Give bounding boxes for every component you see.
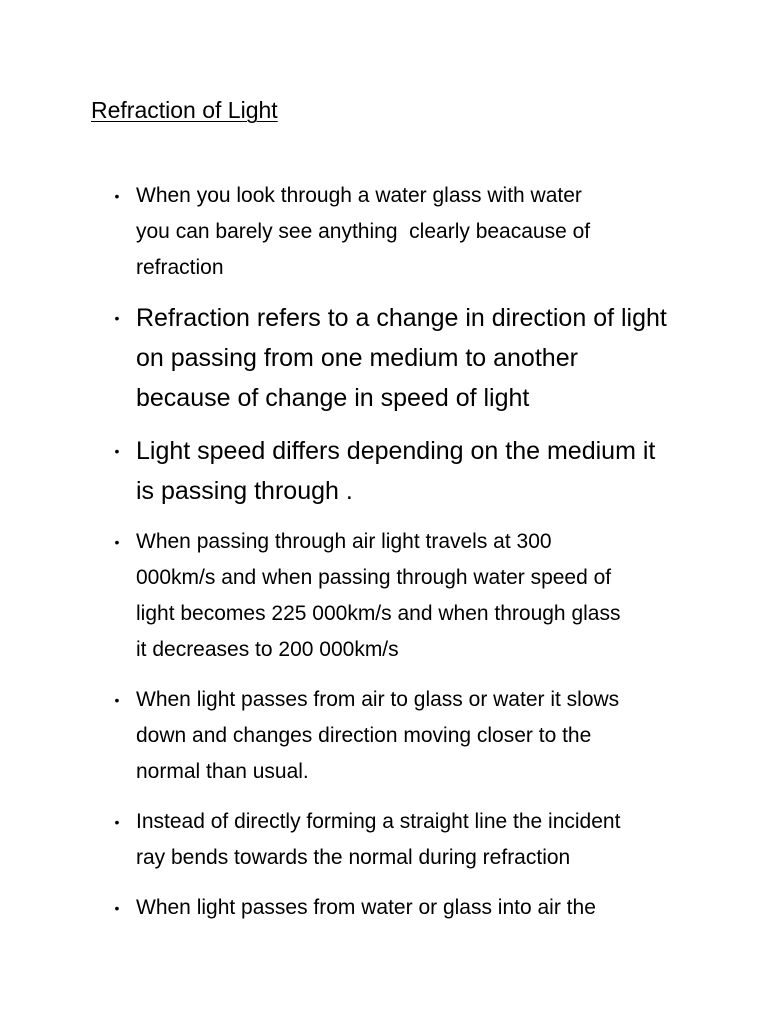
bullet-icon: • [114, 814, 120, 830]
text-line: is passing through . [136, 477, 353, 505]
list-item-text [136, 431, 690, 511]
text-line: down and changes direction moving closer to the [136, 724, 592, 747]
text-line: you can barely see anything clearly beacause of [136, 220, 591, 243]
list-item-text [136, 178, 690, 286]
text-line: because of change in speed of light [136, 384, 530, 412]
text-line: ray bends towards the normal during refraction [136, 846, 571, 869]
text-line: When you look through a water glass with water [136, 184, 582, 207]
bullet-icon: • [114, 692, 120, 708]
text-line: When light passes from air to glass or water it slows [136, 688, 620, 711]
list-item-text [136, 682, 690, 790]
text-line: Refraction refers to a change in direction of light [136, 304, 667, 332]
list-item-text [136, 524, 690, 668]
list-item-text [136, 298, 690, 418]
text-line: When light passes from water or glass into air the [136, 896, 596, 919]
text-line: When passing through air light travels at 300 [136, 530, 552, 553]
text-line: refraction [136, 256, 224, 279]
page-title: Refraction of Light [91, 97, 278, 123]
list-item-text [136, 804, 690, 876]
text-line: light becomes 225 000km/s and when through glass [136, 602, 621, 625]
bullet-icon: • [114, 310, 120, 326]
text-line: on passing from one medium to another [136, 344, 578, 372]
text-line: it decreases to 200 000km/s [136, 638, 399, 661]
bullet-icon: • [114, 534, 120, 550]
bullet-icon: • [114, 900, 120, 916]
text-line: normal than usual. [136, 760, 309, 783]
text-line: Light speed differs depending on the medium it [136, 437, 656, 465]
text-line: 000km/s and when passing through water speed of [136, 566, 612, 589]
bullet-icon: • [114, 188, 120, 204]
text-line: Instead of directly forming a straight line the incident [136, 810, 621, 833]
bullet-icon: • [114, 443, 120, 459]
list-item-text [136, 890, 690, 926]
